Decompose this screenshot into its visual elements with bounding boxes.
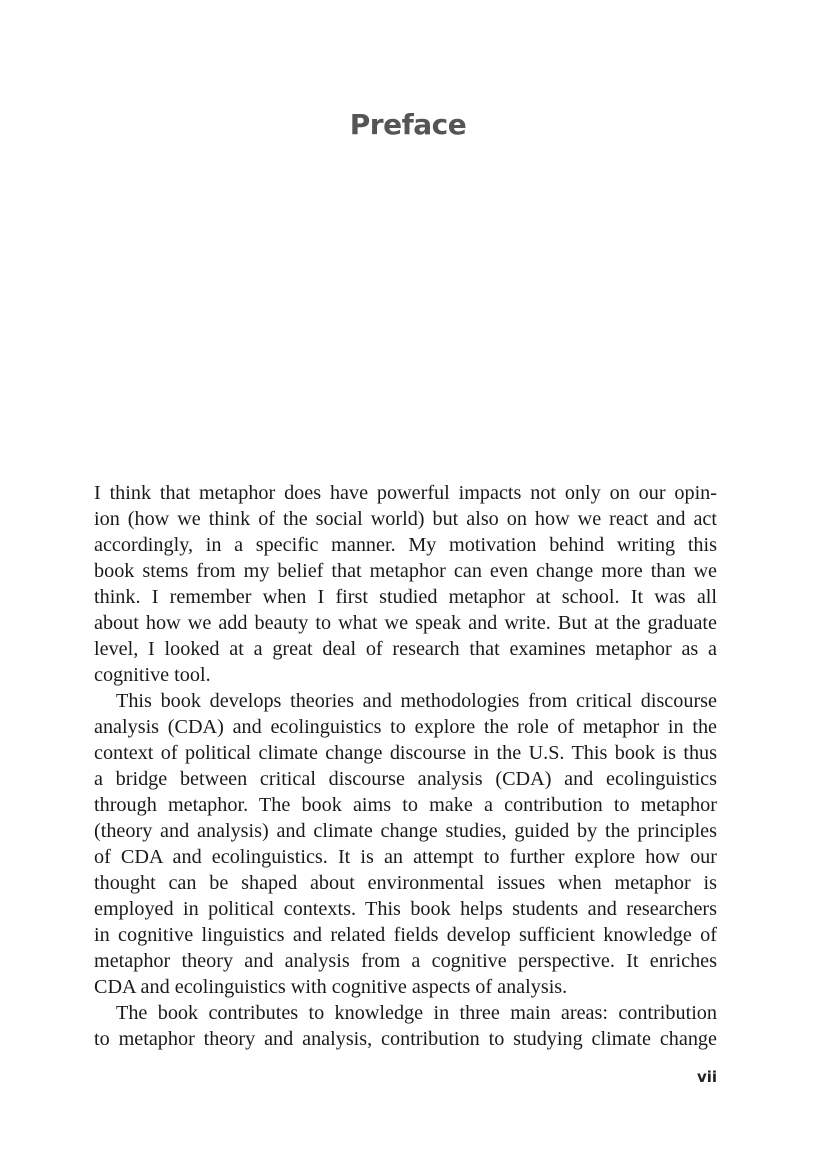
- text-line: cognitive tool.: [94, 664, 211, 686]
- text-line: through metaphor. The book aims to make a contribution to metaphor: [94, 794, 717, 816]
- text-line: in cognitive linguistics and related fields develop sufficient knowledge of: [94, 924, 717, 946]
- text-line: The book contributes to knowledge in three main areas: contribution: [116, 1002, 717, 1024]
- text-line: level, I looked at a great deal of research that examines metaphor as a: [94, 638, 717, 660]
- page-number: vii: [696, 1068, 717, 1086]
- text-line: thought can be shaped about environmental issues when metaphor is: [94, 872, 717, 894]
- text-line: ion (how we think of the social world) but also on how we react and act: [94, 508, 717, 530]
- text-line: about how we add beauty to what we speak and write. But at the graduate: [94, 612, 717, 634]
- paragraph-2: [94, 688, 717, 1000]
- text-line: CDA and ecolinguistics with cognitive aspects of analysis.: [94, 976, 568, 998]
- paragraph-1: [94, 480, 717, 688]
- text-line: I think that metaphor does have powerful impacts not only on our opin-: [94, 482, 717, 504]
- text-line: book stems from my belief that metaphor can even change more than we: [94, 560, 717, 582]
- text-line: of CDA and ecolinguistics. It is an attempt to further explore how our: [94, 846, 717, 868]
- text-line: analysis (CDA) and ecolinguistics to explore the role of metaphor in the: [94, 716, 717, 738]
- text-line: think. I remember when I first studied metaphor at school. It was all: [94, 586, 717, 608]
- paragraph-3: [94, 1000, 717, 1052]
- text-line: (theory and analysis) and climate change studies, guided by the principles: [94, 820, 717, 842]
- text-line: employed in political contexts. This book helps students and researchers: [94, 898, 717, 920]
- text-line: metaphor theory and analysis from a cognitive perspective. It enriches: [94, 950, 717, 972]
- text-line: context of political climate change discourse in the U.S. This book is thus: [94, 742, 717, 764]
- text-line: a bridge between critical discourse analysis (CDA) and ecolinguistics: [94, 768, 717, 790]
- text-line: This book develops theories and methodologies from critical discourse: [116, 690, 717, 712]
- page-title: Preface: [349, 108, 467, 141]
- text-line: accordingly, in a specific manner. My motivation behind writing this: [94, 534, 717, 556]
- preface-body: [94, 480, 717, 1052]
- text-line: to metaphor theory and analysis, contribution to studying climate change: [94, 1028, 717, 1050]
